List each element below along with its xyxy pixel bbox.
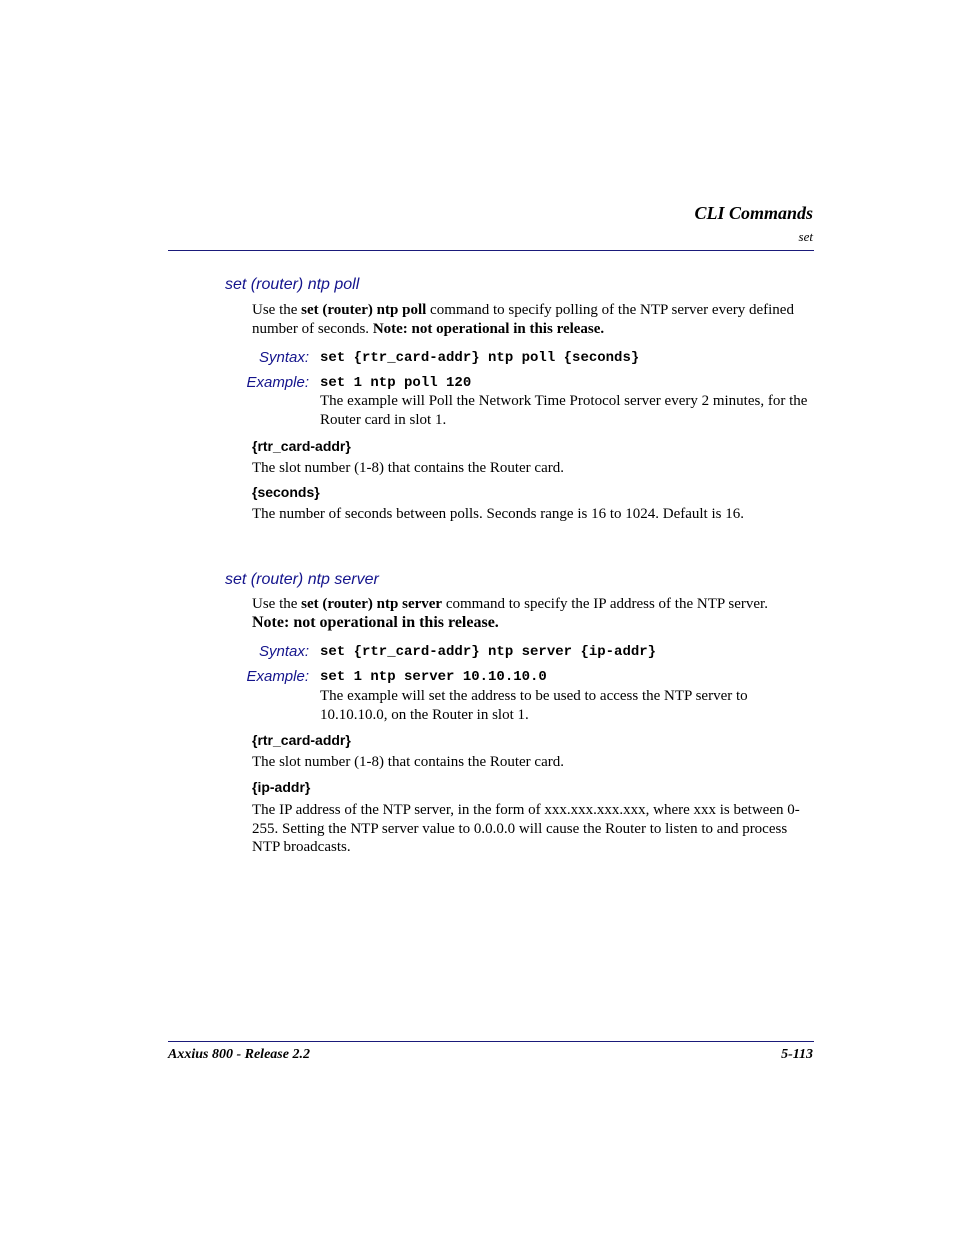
command-name: set (router) ntp server <box>301 596 443 612</box>
example-label: Example: <box>246 668 309 685</box>
syntax-label: Syntax: <box>258 349 309 366</box>
command-name: set (router) ntp poll <box>301 302 427 318</box>
example-description: The example will set the address to be used to access the NTP server to 10.10.10.0, on the Router in slot 1. <box>320 688 748 723</box>
syntax-code: set {rtr_card-addr} ntp poll {seconds} <box>320 350 640 366</box>
intro-paragraph-ntp-poll: Use the set (router) ntp poll command to specify polling of the NTP server every defined number of seconds. Note: not operational in this release. <box>252 302 794 337</box>
footer-page-number: 5-113 <box>781 1047 813 1062</box>
param-name: {rtr_card-addr} <box>252 438 351 454</box>
running-header-subtitle: set <box>798 229 813 244</box>
running-header-title: CLI Commands <box>694 203 813 223</box>
header-rule <box>168 250 814 251</box>
param-description: The IP address of the NTP server, in the form of xxx.xxx.xxx.xxx, where xxx is between 0-255. Setting the NTP server value to 0.0.0.0 will cause the Router to listen to and process NTP broadcasts. <box>252 802 800 855</box>
example-code: set 1 ntp poll 120 <box>320 375 472 391</box>
param-description: The slot number (1-8) that contains the Router card. <box>252 754 564 770</box>
section-title-ntp-poll: set (router) ntp poll <box>225 276 360 293</box>
example-label: Example: <box>246 374 309 391</box>
param-name: {rtr_card-addr} <box>252 732 351 748</box>
param-description: The slot number (1-8) that contains the Router card. <box>252 460 564 476</box>
section-title-ntp-server: set (router) ntp server <box>225 571 379 588</box>
param-name: {ip-addr} <box>252 779 311 795</box>
release-note: Note: not operational in this release. <box>372 320 605 337</box>
footer-document-title: Axxius 800 - Release 2.2 <box>168 1047 310 1062</box>
intro-paragraph-ntp-server: Use the set (router) ntp server command to specify the IP address of the NTP server. Note: not operational in this release. <box>252 596 768 631</box>
syntax-code: set {rtr_card-addr} ntp server {ip-addr} <box>320 644 657 660</box>
syntax-label: Syntax: <box>258 643 309 660</box>
example-code: set 1 ntp server 10.10.10.0 <box>320 669 547 685</box>
param-name: {seconds} <box>252 484 320 500</box>
release-note: Note: not operational in this release. <box>252 613 499 631</box>
example-description: The example will Poll the Network Time Protocol server every 2 minutes, for the Router card in slot 1. <box>320 393 808 428</box>
param-description: The number of seconds between polls. Seconds range is 16 to 1024. Default is 16. <box>252 506 744 522</box>
footer-rule <box>168 1041 814 1042</box>
